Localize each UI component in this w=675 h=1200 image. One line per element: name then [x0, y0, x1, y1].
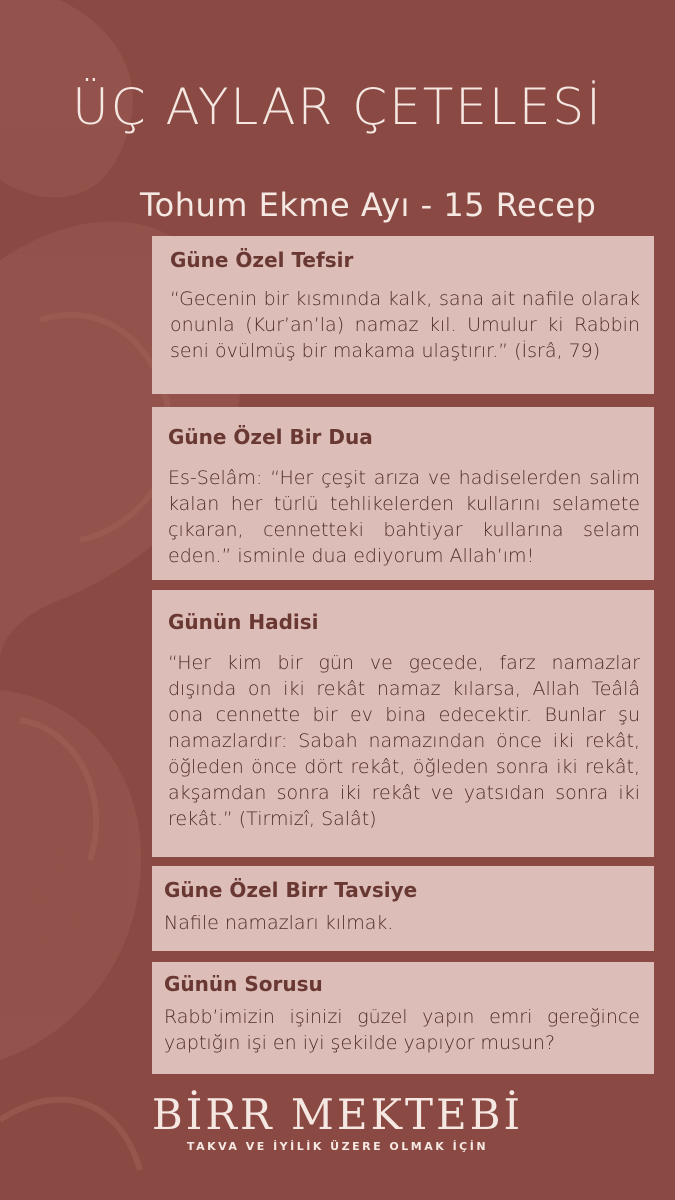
- card-heading: Güne Özel Bir Dua: [168, 425, 373, 449]
- card-soru: [152, 962, 654, 1074]
- card-heading: Günün Sorusu: [164, 972, 323, 996]
- card-tavsiye: [152, 866, 654, 951]
- card-body: Es-Selâm: “Her çeşit arıza ve hadiselerden salim kalan her türlü tehlikelerden kullarını selamete çıkaran, cennetteki bahtiyar kullarına selam eden.” isminle dua ediyorum Allah’ım!: [168, 467, 640, 567]
- card-hadis: [152, 590, 654, 857]
- card-body: Nafile namazları kılmak.: [164, 912, 394, 934]
- brand-tagline: TAKVA VE İYİLİK ÜZERE OLMAK İÇİN: [186, 1140, 489, 1153]
- brand-logo-text: BİRR MEKTEBİ: [151, 1090, 524, 1139]
- card-heading: Güne Özel Birr Tavsiye: [164, 878, 418, 902]
- card-heading: Güne Özel Tefsir: [170, 248, 354, 272]
- card-body: “Her kim bir gün ve gecede, farz namazlar dışında on iki rekât namaz kılarsa, Allah Teâlâ ona cennette bir ev bina edecektir. Bunlar şu namazlardır: Sabah namazından önce iki rekât, öğleden önce dört rekât, öğleden sonra iki rekât, akşamdan sonra iki rekât ve yatsıdan sonra iki rekât.” (Tirmizî, Salât): [168, 652, 640, 830]
- card-body: Rabb’imizin işinizi güzel yapın emri gereğince yaptığın işi en iyi şekilde yapıyor musun?: [164, 1006, 640, 1054]
- card-tefsir: [152, 236, 654, 394]
- card-body: “Gecenin bir kısmında kalk, sana ait nafile olarak onunla (Kur’an’la) namaz kıl. Umulur ki Rabbin seni övülmüş bir makama ulaştırır.” (İsrâ, 79): [170, 288, 640, 362]
- page-title: ÜÇ AYLAR ÇETELESİ: [72, 78, 603, 136]
- card-dua: [152, 407, 654, 580]
- card-heading: Günün Hadisi: [168, 610, 319, 634]
- page-subtitle: Tohum Ekme Ayı - 15 Recep: [140, 186, 597, 224]
